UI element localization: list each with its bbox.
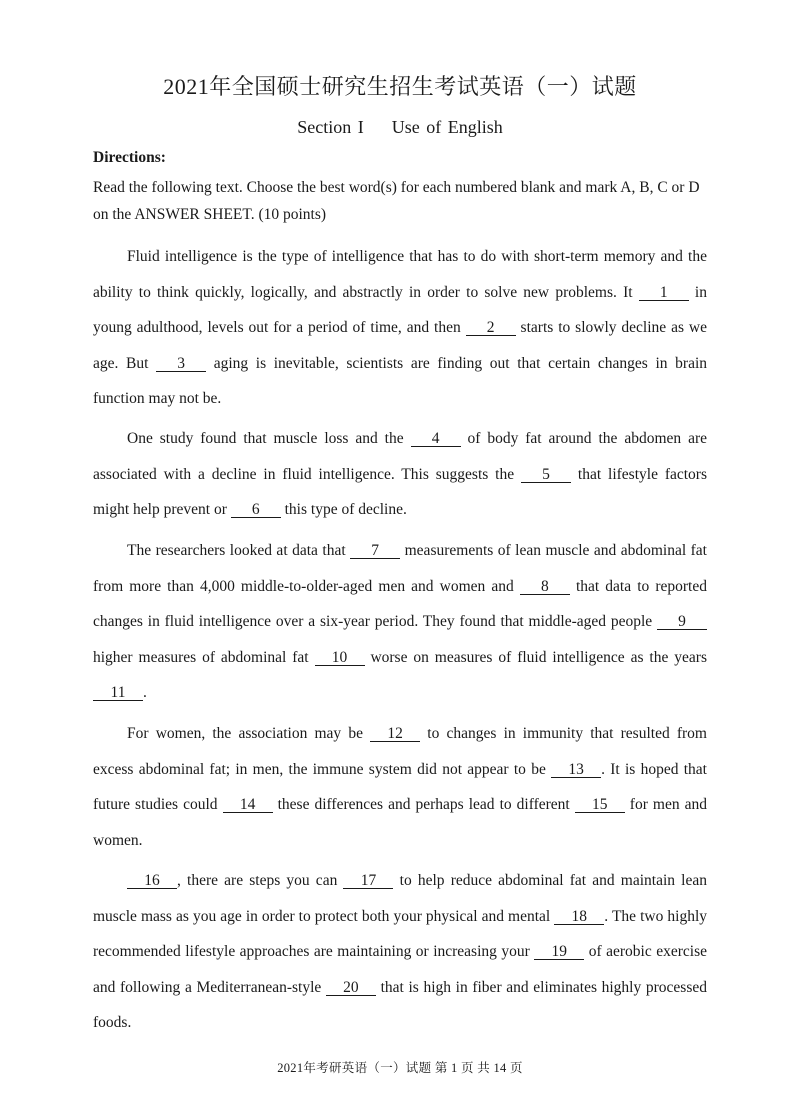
blank-14: 14 (223, 797, 273, 813)
blank-19: 19 (534, 944, 584, 960)
paragraph-text: for men and women. (93, 796, 707, 849)
blank-6: 6 (231, 502, 281, 518)
blank-7: 7 (350, 543, 400, 559)
blank-5: 5 (521, 467, 571, 483)
blank-13: 13 (551, 762, 601, 778)
paragraph-text: to help reduce abdominal fat and maintain lean muscle mass as you age in order to protect both your physical and mental (93, 872, 707, 925)
blank-9: 9 (657, 614, 707, 630)
blank-16: 16 (127, 873, 177, 889)
paragraph-text: aging is inevitable, scientists are finding out that certain changes in brain function may not be. (93, 354, 708, 407)
paragraph-1 (93, 239, 707, 417)
paragraph-text: starts to slowly decline as we age. But (93, 319, 707, 372)
paragraph-text: these differences and perhaps lead to different (272, 796, 575, 813)
paragraph-text: One study found that muscle loss and the (127, 430, 411, 447)
paragraph-text: worse on measures of fluid intelligence as the years (364, 648, 707, 666)
paragraph-text: that is high in fiber and eliminates highly processed foods. (93, 978, 707, 1031)
blank-20: 20 (326, 980, 376, 996)
blank-8: 8 (520, 579, 570, 595)
paragraph-5 (93, 863, 707, 1041)
paragraph-text: , there are steps you can (177, 872, 344, 889)
page-title: 2021年全国硕士研究生招生考试英语（一）试题 (163, 74, 637, 99)
paragraph-text: that data to reported changes in fluid intelligence over a six-year period. They found that middle-aged people (93, 577, 707, 630)
section-number: Section I (297, 117, 364, 137)
blank-12: 12 (370, 726, 420, 742)
blank-1: 1 (639, 285, 689, 301)
directions-text: Read the following text. Choose the best word(s) for each numbered blank and mark A, B, C or D on the ANSWER SHEET. (10 points) (93, 179, 700, 223)
paragraph-text: measurements of lean muscle and abdominal fat from more than 4,000 middle-to-older-aged men and women and (93, 542, 707, 595)
section-name: Use of English (391, 117, 503, 137)
blank-15: 15 (575, 797, 625, 813)
paragraph-text: of aerobic exercise and following a Mediterranean-style (93, 943, 707, 996)
paragraph-text: For women, the association may be (127, 725, 371, 742)
paragraph-2 (93, 421, 707, 528)
blank-11: 11 (93, 685, 143, 701)
paragraph-text: that lifestyle factors might help prevent or (93, 465, 707, 518)
paragraph-text: Fluid intelligence is the type of intelligence that has to do with short-term memory and the ability to think quickly, logically, and abstractly in order to solve new problems. It (93, 248, 707, 301)
blank-2: 2 (466, 320, 516, 336)
paragraph-text: . It is hoped that future studies could (93, 760, 707, 813)
paragraph-3 (93, 533, 707, 711)
paragraph-text: . (143, 684, 147, 701)
directions-label: Directions: (93, 149, 166, 166)
paragraph-text: . The two highly recommended lifestyle approaches are maintaining or increasing your (93, 907, 707, 960)
blank-3: 3 (156, 356, 206, 372)
paragraph-4 (93, 716, 707, 858)
blank-18: 18 (554, 909, 604, 925)
blank-10: 10 (315, 650, 365, 666)
paragraph-text: higher measures of abdominal fat (93, 648, 315, 666)
paragraph-text: The researchers looked at data that (127, 542, 351, 559)
blank-17: 17 (343, 873, 393, 889)
blank-4: 4 (411, 431, 461, 447)
paragraph-text: in young adulthood, levels out for a period of time, and then (93, 283, 707, 336)
paragraph-text: to changes in immunity that resulted from excess abdominal fat; in men, the immune system did not appear to be (93, 725, 707, 778)
section-heading (0, 117, 800, 138)
paragraph-text: this type of decline. (280, 501, 407, 518)
page-footer: 2021年考研英语（一）试题 第 1 页 共 14 页 (277, 1061, 523, 1075)
paragraph-text: of body fat around the abdomen are associated with a decline in fluid intelligence. This suggests the (93, 430, 708, 483)
